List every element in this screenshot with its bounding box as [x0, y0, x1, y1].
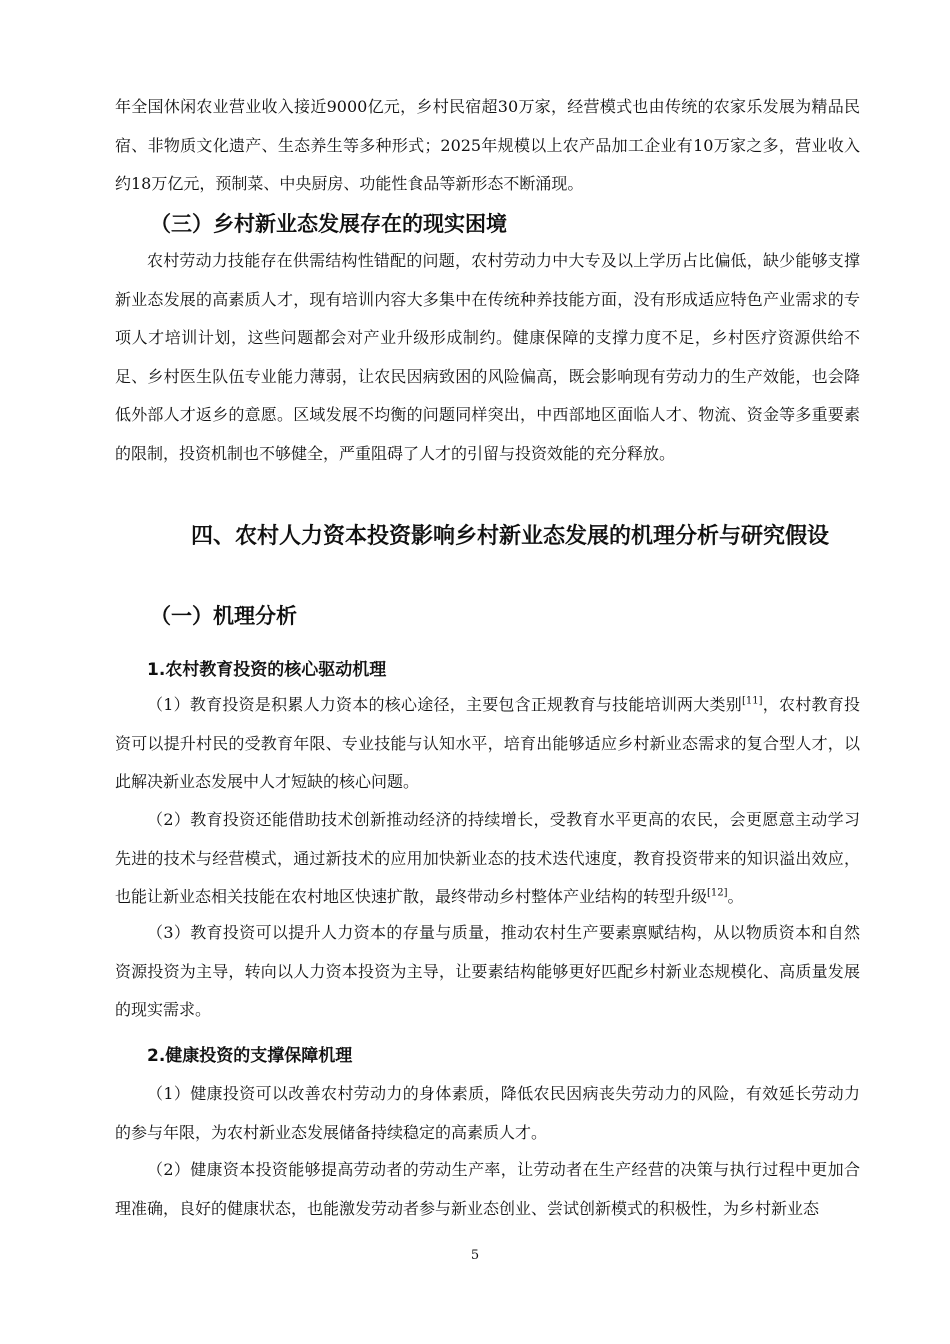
- page-number: 5: [470, 1248, 480, 1263]
- paragraph-health-1: （1）健康投资可以改善农村劳动力的身体素质，降低农民因病丧失劳动力的风险，有效延长劳动力的参与年限，为农村新业态发展储备持续稳定的高素质人才。: [115, 1084, 860, 1142]
- paragraph-dilemma: 农村劳动力技能存在供需结构性错配的问题，农村劳动力中大专及以上学历占比偏低，缺少能够支撑新业态发展的高素质人才，现有培训内容大多集中在传统种养技能方面，没有形成适应特色产业需求的专项人才培训计划，这些问题都会对产业升级形成制约。健康保障的支撑力度不足，乡村医疗资源供给不足、乡村医生队伍专业能力薄弱，让农民因病致困的风险偏高，既会影响现有劳动力的生产效能，也会降低外部人才返乡的意愿。区域发展不均衡的问题同样突出，中西部地区面临人才、物流、资金等多重要素的限制，投资机制也不够健全，严重阻碍了人才的引留与投资效能的充分释放。: [115, 251, 860, 463]
- chapter-heading-4: 四、农村人力资本投资影响乡村新业态发展的机理分析与研究假设: [190, 524, 829, 549]
- subheading-health: 2.健康投资的支撑保障机理: [147, 1046, 353, 1066]
- subheading-education: 1.农村教育投资的核心驱动机理: [147, 660, 387, 680]
- citation-11: [11]: [742, 695, 763, 707]
- section-heading-3: （三）乡村新业态发展存在的现实困境: [150, 212, 507, 236]
- section-heading-4-1: （一）机理分析: [150, 604, 297, 628]
- paragraph-edu-1: [115, 686, 860, 802]
- citation-12: [12]: [707, 887, 728, 899]
- paragraph-health-2: （2）健康资本投资能够提高劳动者的劳动生产率，让劳动者在生产经营的决策与执行过程中更加合理准确，良好的健康状态，也能激发劳动者参与新业态创业、尝试创新模式的积极性，为乡村新业态: [115, 1160, 860, 1218]
- edu-1-text-b: ，农村教育投资可以提升村民的受教育年限、专业技能与认知水平，培育出能够适应乡村新业态需求的复合型人才，以此解决新业态发展中人才短缺的核心问题。: [115, 695, 860, 791]
- paragraph-edu-2: [115, 801, 860, 917]
- edu-2-text-b: 。: [727, 887, 744, 906]
- paragraph-intro: 年全国休闲农业营业收入接近9000亿元，乡村民宿超30万家，经营模式也由传统的农家乐发展为精品民宿、非物质文化遗产、生态养生等多种形式；2025年规模以上农产品加工企业有10万家之多，营业收入约18万亿元，预制菜、中央厨房、功能性食品等新形态不断涌现。: [115, 97, 860, 193]
- edu-1-text-a: （1）教育投资是积累人力资本的核心途径，主要包含正规教育与技能培训两大类别: [147, 695, 743, 714]
- paragraph-edu-3: （3）教育投资可以提升人力资本的存量与质量，推动农村生产要素禀赋结构，从以物质资本和自然资源投资为主导，转向以人力资本投资为主导，让要素结构能够更好匹配乡村新业态规模化、高质量发展的现实需求。: [115, 923, 860, 1019]
- edu-2-text-a: （2）教育投资还能借助技术创新推动经济的持续增长，受教育水平更高的农民，会更愿意主动学习先进的技术与经营模式，通过新技术的应用加快新业态的技术迭代速度，教育投资带来的知识溢出效应，也能让新业态相关技能在农村地区快速扩散，最终带动乡村整体产业结构的转型升级: [115, 810, 860, 906]
